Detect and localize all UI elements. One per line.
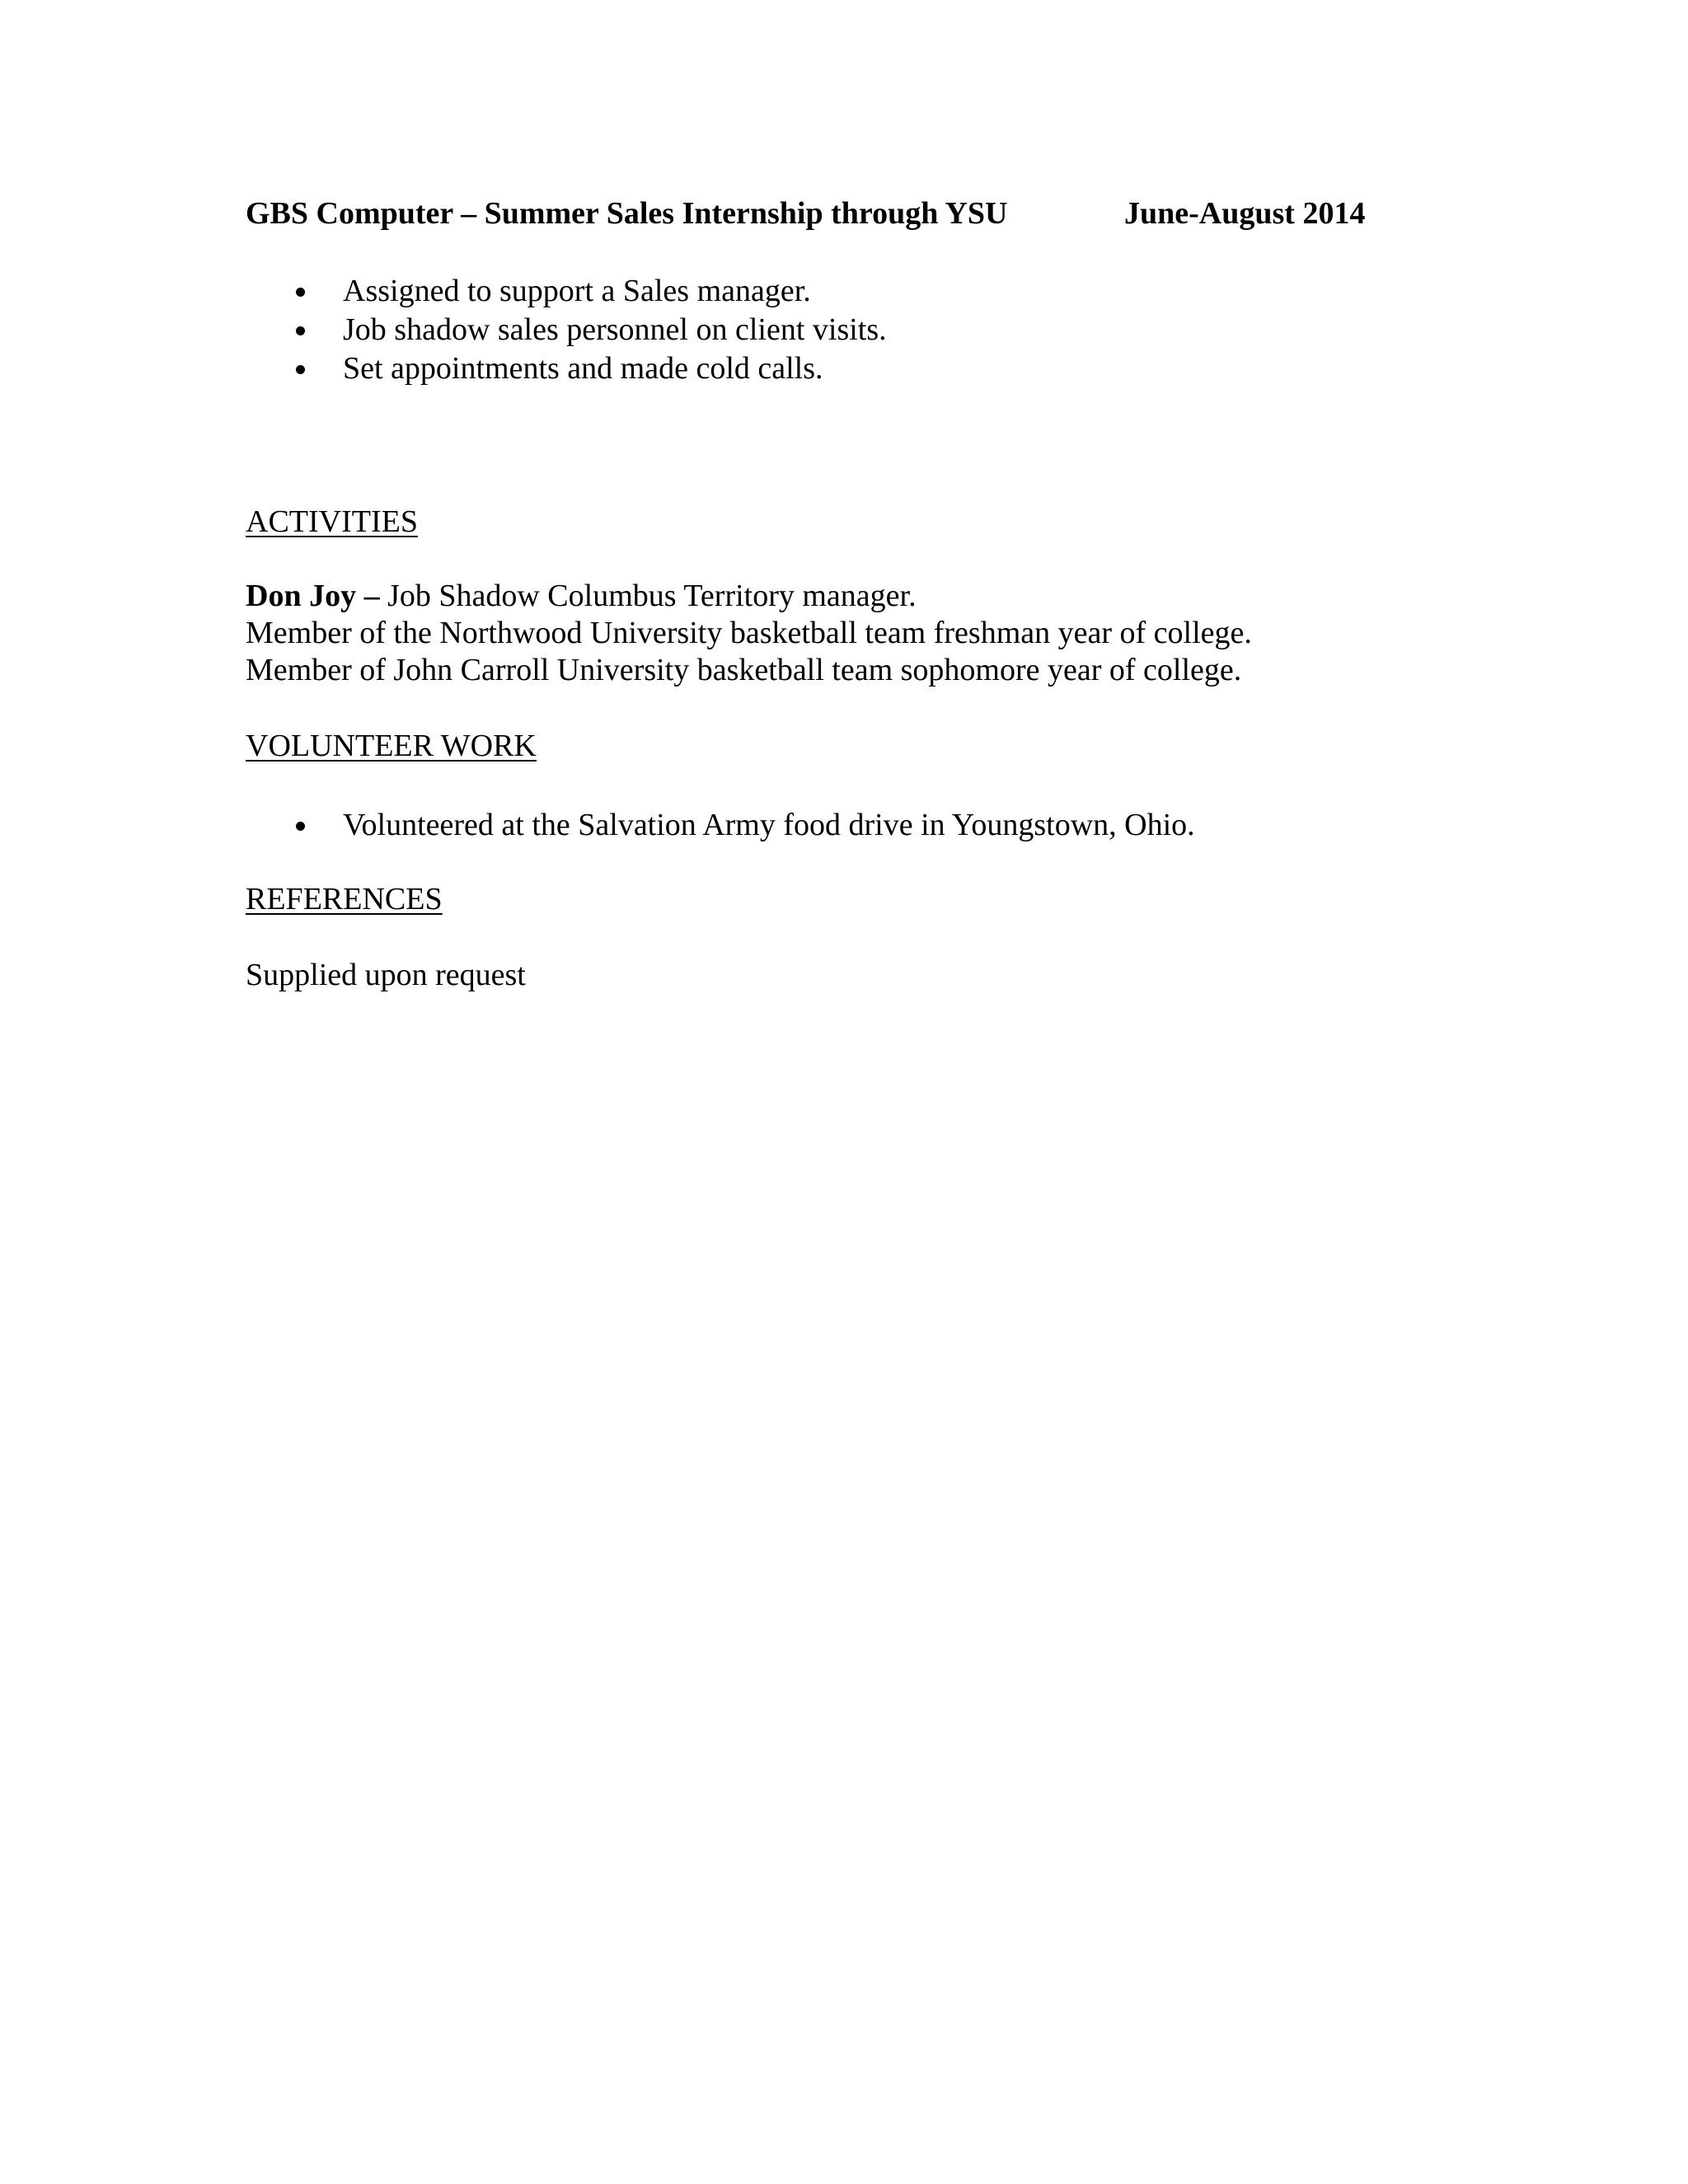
activities-lead-line — [246, 577, 917, 615]
internship-bullet-item: Set appointments and made cold calls. — [343, 351, 823, 386]
internship-bullet-item: Assigned to support a Sales manager. — [343, 274, 811, 308]
bullet-icon — [296, 288, 305, 297]
activities-lead-name: Don Joy – — [246, 579, 380, 613]
references-text: Supplied upon request — [246, 958, 526, 992]
internship-title: GBS Computer – Summer Sales Internship through YSU — [246, 196, 1008, 231]
bullet-icon — [296, 365, 305, 374]
internship-dates: June-August 2014 — [1124, 196, 1366, 231]
references-heading: REFERENCES — [246, 882, 443, 916]
activities-line: Member of John Carroll University basketball team sophomore year of college. — [246, 653, 1242, 687]
activities-heading: ACTIVITIES — [246, 504, 418, 539]
volunteer-heading: VOLUNTEER WORK — [246, 729, 537, 763]
internship-bullet-item: Job shadow sales personnel on client visits. — [343, 312, 887, 347]
volunteer-bullet-item: Volunteered at the Salvation Army food drive in Youngstown, Ohio. — [343, 808, 1195, 842]
activities-line: Member of the Northwood University basketball team freshman year of college. — [246, 616, 1252, 650]
bullet-icon — [296, 326, 305, 335]
bullet-icon — [296, 822, 305, 831]
activities-lead-description: Job Shadow Columbus Territory manager. — [379, 579, 917, 613]
